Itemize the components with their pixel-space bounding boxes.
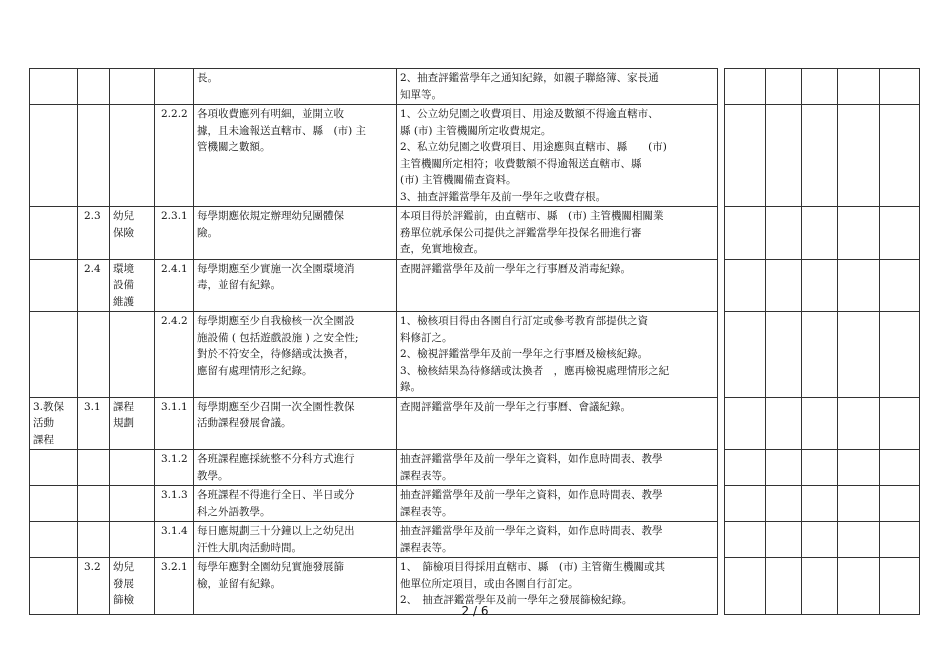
item-number-cell bbox=[78, 522, 110, 558]
criterion-cell: 每日應規劃三十分鐘以上之幼兒出 汗性大肌肉活動時間。 bbox=[194, 522, 397, 558]
rating-cell bbox=[802, 259, 838, 312]
category-cell: 3.教保 活動 課程 bbox=[30, 397, 78, 450]
rating-cell bbox=[802, 207, 838, 260]
sub-item-number-cell: 3.1.3 bbox=[155, 486, 194, 522]
rating-cell bbox=[725, 69, 766, 105]
criterion-cell: 長。 bbox=[194, 69, 397, 105]
column-gap bbox=[718, 397, 725, 450]
rating-cell bbox=[766, 397, 802, 450]
method-cell: 1、檢核項目得由各園自行訂定或參考教育部提供之資 料修訂之。 2、檢視評鑑當學年及前一學年之行事曆及檢核紀錄。 3、檢核結果為待修繕或汰換者 ，應再檢視處理情形之紀 錄。 bbox=[397, 312, 718, 398]
rating-cell bbox=[766, 69, 802, 105]
sub-item-number-cell: 3.2.1 bbox=[155, 558, 194, 615]
column-gap bbox=[718, 522, 725, 558]
criterion-cell: 每學期應至少實施一次全園環境消 毒，並留有紀錄。 bbox=[194, 259, 397, 312]
table-row bbox=[30, 397, 920, 450]
rating-cell bbox=[802, 105, 838, 207]
column-gap bbox=[718, 105, 725, 207]
item-name-cell bbox=[110, 105, 155, 207]
rating-cell bbox=[802, 69, 838, 105]
table-row bbox=[30, 450, 920, 486]
category-cell bbox=[30, 69, 78, 105]
table-row bbox=[30, 312, 920, 398]
item-name-cell: 幼兒 保險 bbox=[110, 207, 155, 260]
rating-cell bbox=[880, 397, 920, 450]
column-gap bbox=[718, 312, 725, 398]
sub-item-number-cell: 3.1.2 bbox=[155, 450, 194, 486]
rating-cell bbox=[725, 207, 766, 260]
rating-cell bbox=[802, 450, 838, 486]
sub-item-number-cell: 2.3.1 bbox=[155, 207, 194, 260]
sub-item-number-cell: 3.1.4 bbox=[155, 522, 194, 558]
table-row bbox=[30, 105, 920, 207]
table-row bbox=[30, 486, 920, 522]
rating-cell bbox=[838, 69, 880, 105]
item-name-cell bbox=[110, 69, 155, 105]
criterion-cell: 每學期應至少自我檢核一次全園設 施設備 ( 包括遊戲設施 ) 之安全性; 對於不符安全，待修繕或汰換者， 應留有處理情形之紀錄。 bbox=[194, 312, 397, 398]
column-gap bbox=[718, 69, 725, 105]
method-cell: 1、 篩檢項目得採用直轄市、縣 (市) 主管衛生機關或其 他單位所定項目，或由各園自行訂定。 2、 抽查評鑑當學年及前一學年之發展篩檢紀錄。 bbox=[397, 558, 718, 615]
item-name-cell bbox=[110, 522, 155, 558]
criterion-cell: 各項收費應列有明細，並開立收 據，且未逾報送直轄市、縣 (市) 主 管機關之數額。 bbox=[194, 105, 397, 207]
rating-cell bbox=[838, 486, 880, 522]
rating-cell bbox=[838, 312, 880, 398]
rating-cell bbox=[766, 522, 802, 558]
rating-cell bbox=[838, 207, 880, 260]
rating-cell bbox=[838, 397, 880, 450]
table-row bbox=[30, 69, 920, 105]
rating-cell bbox=[802, 397, 838, 450]
item-name-cell: 幼兒 發展 篩檢 bbox=[110, 558, 155, 615]
rating-cell bbox=[838, 450, 880, 486]
rating-cell bbox=[766, 207, 802, 260]
item-name-cell: 環境 設備 維護 bbox=[110, 259, 155, 312]
method-cell: 抽查評鑑當學年及前一學年之資料，如作息時間表、教學 課程表等。 bbox=[397, 450, 718, 486]
method-cell: 抽查評鑑當學年及前一學年之資料，如作息時間表、教學 課程表等。 bbox=[397, 486, 718, 522]
rating-cell bbox=[725, 450, 766, 486]
method-cell: 抽查評鑑當學年及前一學年之資料，如作息時間表、教學 課程表等。 bbox=[397, 522, 718, 558]
item-number-cell: 3.2 bbox=[78, 558, 110, 615]
rating-cell bbox=[802, 312, 838, 398]
item-number-cell: 3.1 bbox=[78, 397, 110, 450]
method-cell: 查閱評鑑當學年及前一學年之行事曆、會議紀錄。 bbox=[397, 397, 718, 450]
rating-cell bbox=[725, 522, 766, 558]
rating-cell bbox=[725, 259, 766, 312]
rating-cell bbox=[766, 486, 802, 522]
criterion-cell: 各班課程應採統整不分科方式進行 教學。 bbox=[194, 450, 397, 486]
rating-cell bbox=[802, 522, 838, 558]
criterion-cell: 每學年應對全園幼兒實施發展篩 檢，並留有紀錄。 bbox=[194, 558, 397, 615]
method-cell: 2、抽查評鑑當學年之通知紀錄，如親子聯絡簿、家長通 知單等。 bbox=[397, 69, 718, 105]
criterion-cell: 各班課程不得進行全日、半日或分 科之外語教學。 bbox=[194, 486, 397, 522]
table-row bbox=[30, 522, 920, 558]
column-gap bbox=[718, 486, 725, 522]
category-cell bbox=[30, 207, 78, 260]
item-name-cell: 課程 規劃 bbox=[110, 397, 155, 450]
item-number-cell bbox=[78, 105, 110, 207]
rating-cell bbox=[766, 312, 802, 398]
item-number-cell bbox=[78, 312, 110, 398]
table-row bbox=[30, 207, 920, 260]
sub-item-number-cell: 2.4.1 bbox=[155, 259, 194, 312]
page-number: 2 / 6 bbox=[461, 604, 489, 618]
item-name-cell bbox=[110, 312, 155, 398]
method-cell: 查閱評鑑當學年及前一學年之行事曆及消毒紀錄。 bbox=[397, 259, 718, 312]
rating-cell bbox=[880, 450, 920, 486]
category-cell bbox=[30, 105, 78, 207]
table-row bbox=[30, 259, 920, 312]
sub-item-number-cell bbox=[155, 69, 194, 105]
item-number-cell: 2.3 bbox=[78, 207, 110, 260]
item-name-cell bbox=[110, 450, 155, 486]
item-name-cell bbox=[110, 486, 155, 522]
column-gap bbox=[718, 450, 725, 486]
rating-cell bbox=[725, 312, 766, 398]
rating-cell bbox=[766, 259, 802, 312]
rating-cell bbox=[838, 105, 880, 207]
sub-item-number-cell: 2.2.2 bbox=[155, 105, 194, 207]
rating-cell bbox=[725, 486, 766, 522]
rating-cell bbox=[802, 486, 838, 522]
method-cell: 本項目得於評鑑前，由直轄市、縣 (市) 主管機關相關業 務單位就承保公司提供之評鑑當學年投保名冊進行審 查，免實地檢查。 bbox=[397, 207, 718, 260]
rating-cell bbox=[838, 259, 880, 312]
rating-cell bbox=[766, 105, 802, 207]
category-cell bbox=[30, 522, 78, 558]
criteria-table bbox=[29, 68, 920, 615]
rating-cell bbox=[766, 450, 802, 486]
sub-item-number-cell: 2.4.2 bbox=[155, 312, 194, 398]
item-number-cell bbox=[78, 69, 110, 105]
sub-item-number-cell: 3.1.1 bbox=[155, 397, 194, 450]
category-cell bbox=[30, 312, 78, 398]
rating-cell bbox=[725, 105, 766, 207]
rating-cell bbox=[880, 69, 920, 105]
rating-cell bbox=[880, 486, 920, 522]
criterion-cell: 每學期應至少召開一次全園性教保 活動課程發展會議。 bbox=[194, 397, 397, 450]
rating-cell bbox=[880, 207, 920, 260]
item-number-cell: 2.4 bbox=[78, 259, 110, 312]
criterion-cell: 每學期應依規定辦理幼兒團體保 險。 bbox=[194, 207, 397, 260]
category-cell bbox=[30, 450, 78, 486]
rating-cell bbox=[838, 522, 880, 558]
category-cell bbox=[30, 486, 78, 522]
item-number-cell bbox=[78, 450, 110, 486]
rating-cell bbox=[725, 397, 766, 450]
rating-cell bbox=[880, 105, 920, 207]
column-gap bbox=[718, 259, 725, 312]
method-cell: 1、公立幼兒園之收費項目、用途及數額不得逾直轄市、 縣 (市) 主管機關所定收費規定。 2、私立幼兒園之收費項目、用途應與直轄市、縣 (市) 主管機關所定相符；收費數額不得逾報送直轄市、縣 (市) 主管機關備查資料。 3、抽查評鑑當學年及前一學年之收費存根。 bbox=[397, 105, 718, 207]
category-cell bbox=[30, 259, 78, 312]
rating-cell bbox=[880, 522, 920, 558]
rating-cell bbox=[880, 259, 920, 312]
item-number-cell bbox=[78, 486, 110, 522]
rating-cell bbox=[880, 312, 920, 398]
column-gap bbox=[718, 207, 725, 260]
